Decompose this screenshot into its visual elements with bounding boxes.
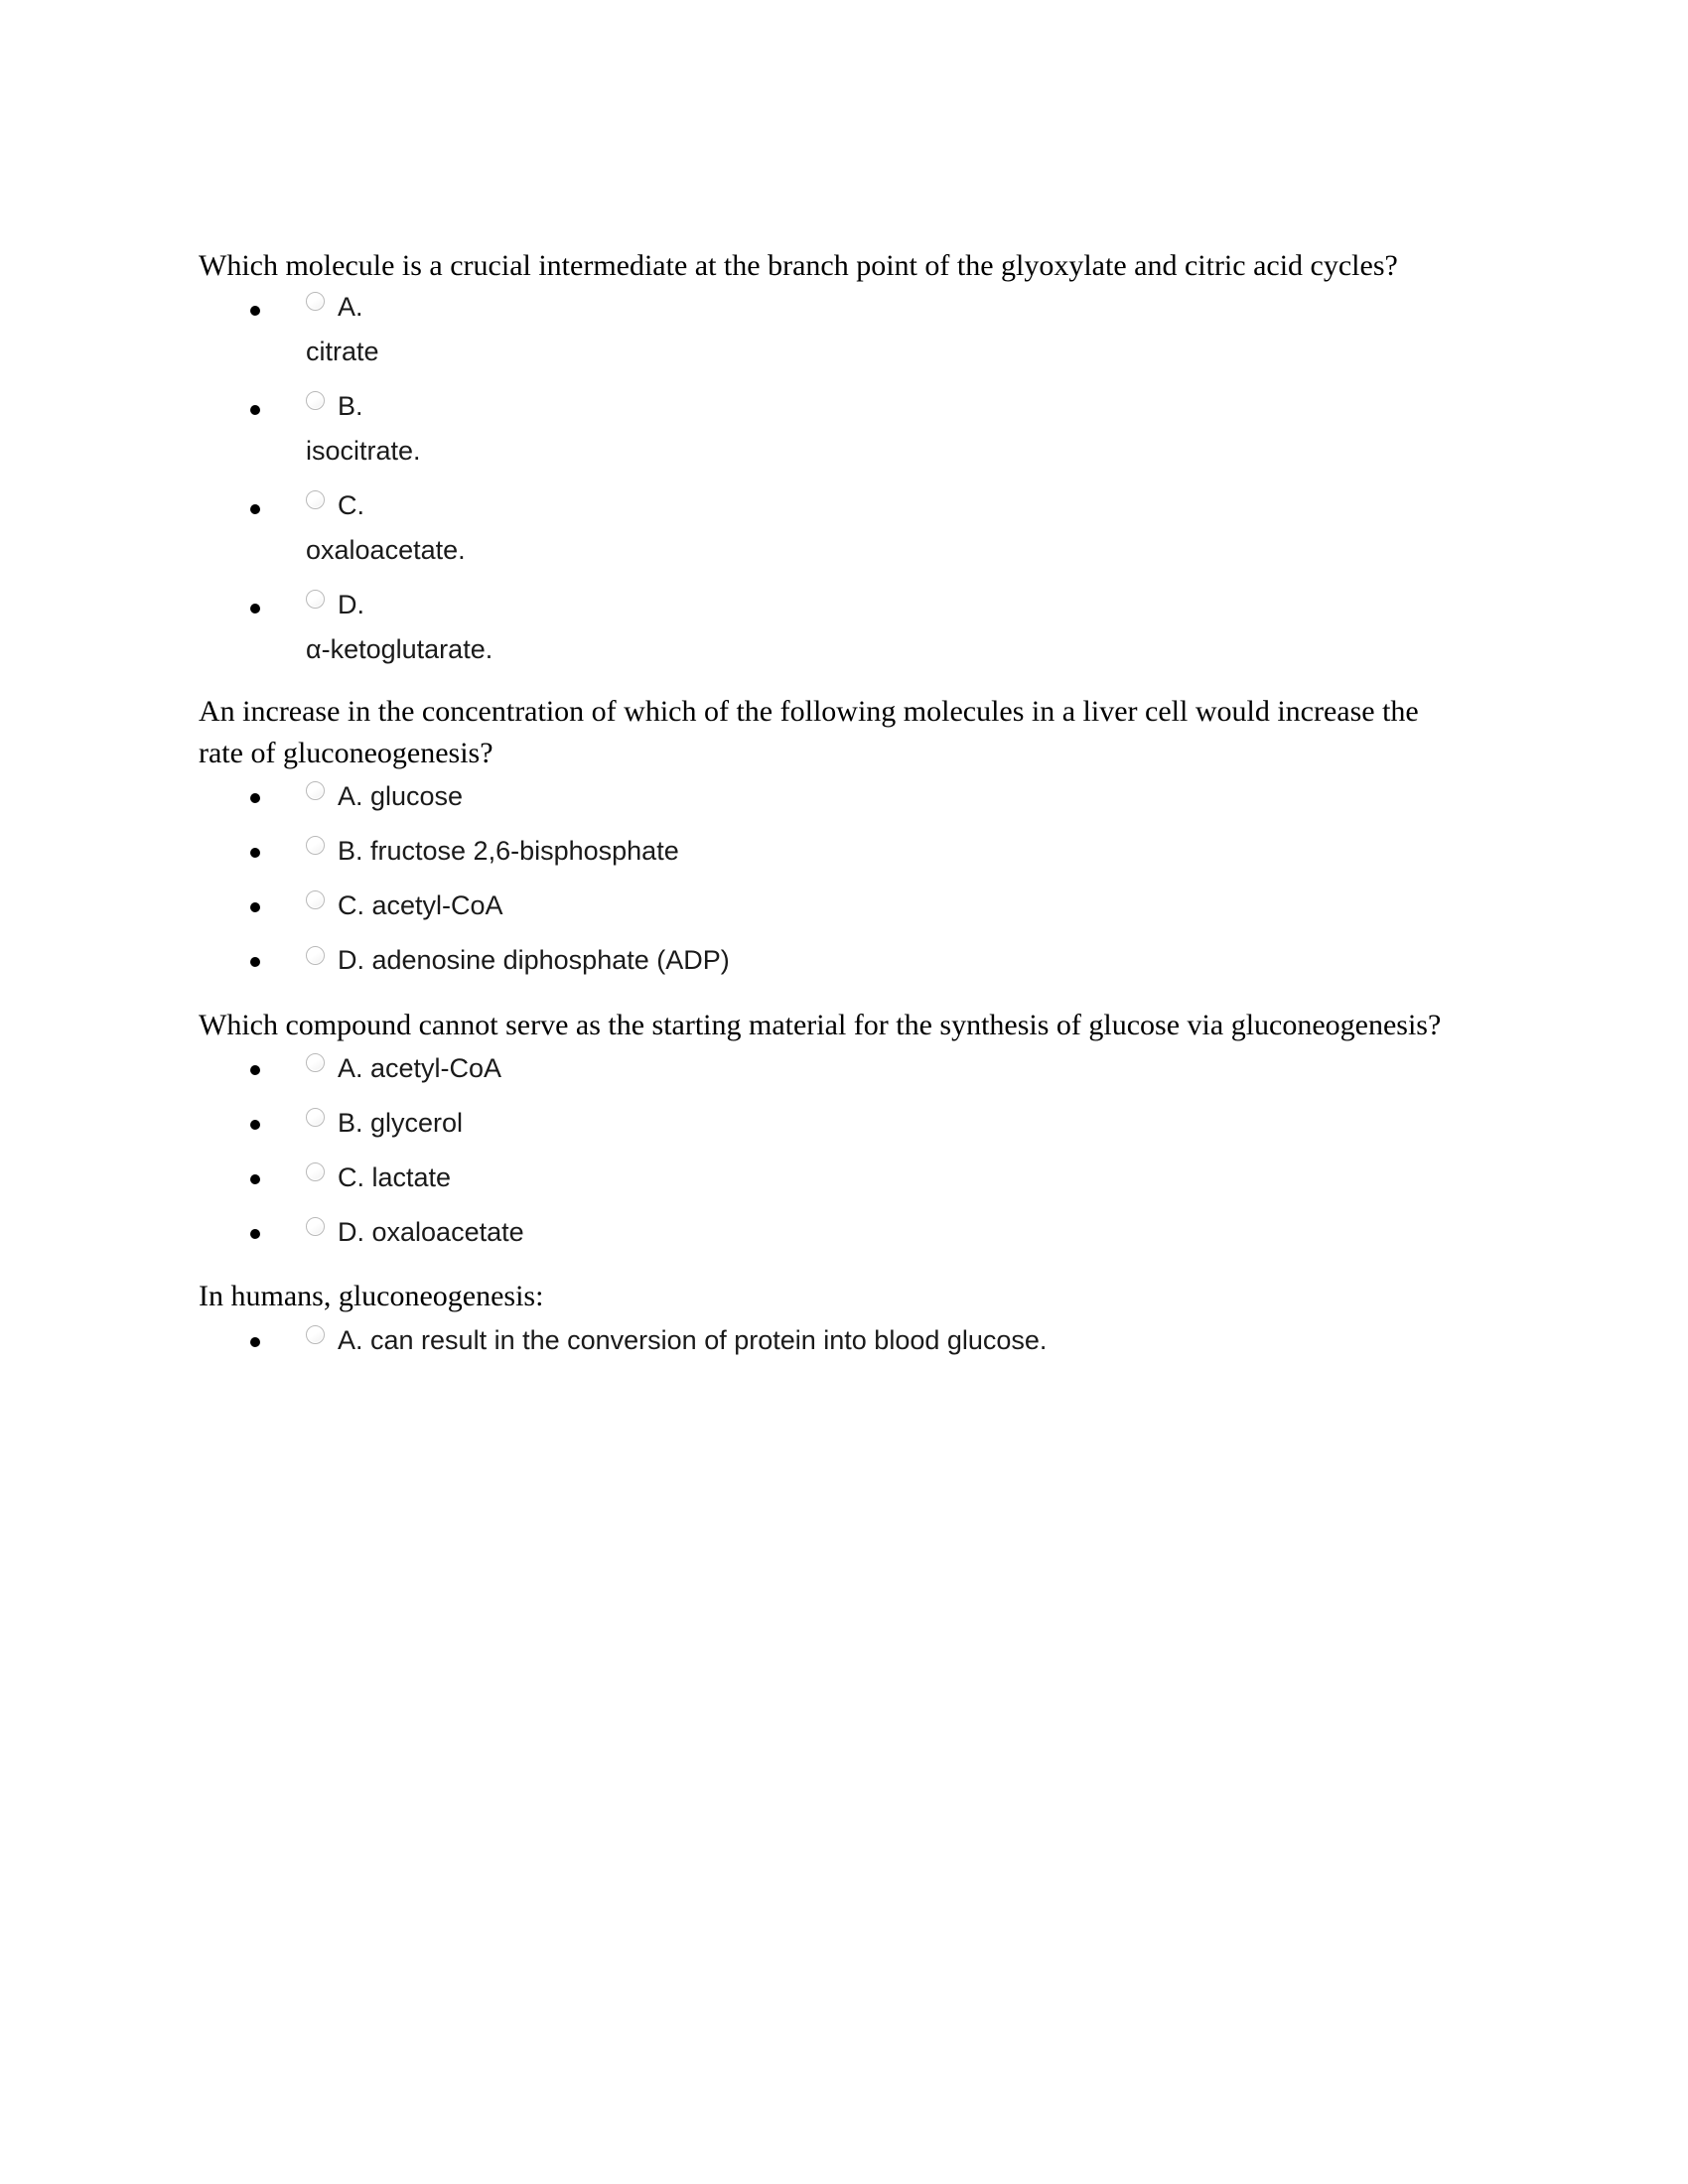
bullet-icon xyxy=(250,957,260,967)
radio-button-icon[interactable] xyxy=(306,890,325,909)
radio-button-icon[interactable] xyxy=(306,292,325,311)
option-label: A. xyxy=(338,292,363,323)
bullet-icon xyxy=(250,405,260,415)
radio-button-icon[interactable] xyxy=(306,946,325,965)
option-item[interactable] xyxy=(199,888,1475,923)
option-list-3 xyxy=(199,1051,1475,1250)
bullet-icon xyxy=(250,902,260,912)
question-block-3 xyxy=(199,1005,1475,1251)
option-item[interactable] xyxy=(199,834,1475,869)
option-item[interactable] xyxy=(199,590,1475,665)
bullet-icon xyxy=(250,1174,260,1184)
radio-button-icon[interactable] xyxy=(306,391,325,410)
option-list-2 xyxy=(199,779,1475,978)
question-text: Which molecule is a crucial intermediate at the branch point of the glyoxylate and citric acid cycles? xyxy=(199,249,1398,282)
option-item[interactable] xyxy=(199,292,1475,367)
option-value: citrate xyxy=(306,337,379,367)
option-item[interactable] xyxy=(199,1051,1475,1086)
option-item[interactable] xyxy=(199,1323,1475,1358)
radio-button-icon[interactable] xyxy=(306,490,325,509)
bullet-icon xyxy=(250,1229,260,1239)
option-label: C. lactate xyxy=(338,1162,452,1193)
option-label: B. glycerol xyxy=(338,1108,464,1139)
option-label: B. xyxy=(338,391,363,422)
option-item[interactable] xyxy=(199,1106,1475,1141)
radio-button-icon[interactable] xyxy=(306,781,325,800)
option-item[interactable] xyxy=(199,391,1475,467)
radio-button-icon[interactable] xyxy=(306,1325,325,1344)
option-value: isocitrate. xyxy=(306,436,421,467)
radio-button-icon[interactable] xyxy=(306,1053,325,1072)
bullet-icon xyxy=(250,604,260,614)
option-label: B. fructose 2,6-bisphosphate xyxy=(338,836,679,867)
option-item[interactable] xyxy=(199,943,1475,978)
option-item[interactable] xyxy=(199,1215,1475,1250)
bullet-icon xyxy=(250,1065,260,1075)
question-text: Which compound cannot serve as the starting material for the synthesis of glucose via gluconeogenesis? xyxy=(199,1008,1442,1041)
option-list-1 xyxy=(199,292,1475,665)
bullet-icon xyxy=(250,504,260,514)
option-label: A. acetyl-CoA xyxy=(338,1052,502,1083)
option-label: D. xyxy=(338,590,364,620)
option-item[interactable] xyxy=(199,1160,1475,1195)
option-item[interactable] xyxy=(199,490,1475,566)
question-text: An increase in the concentration of which of the following molecules in a liver cell would increase the rate of gluconeogenesis? xyxy=(199,695,1419,769)
radio-button-icon[interactable] xyxy=(306,1217,325,1236)
question-block-1 xyxy=(199,245,1475,665)
bullet-icon xyxy=(250,1120,260,1130)
bullet-icon xyxy=(250,848,260,858)
option-label: D. adenosine diphosphate (ADP) xyxy=(338,945,730,976)
bullet-icon xyxy=(250,793,260,803)
radio-button-icon[interactable] xyxy=(306,1162,325,1181)
option-item[interactable] xyxy=(199,779,1475,814)
option-value: α-ketoglutarate. xyxy=(306,634,493,665)
question-block-4 xyxy=(199,1276,1475,1357)
option-label: C. xyxy=(338,490,364,521)
question-text: In humans, gluconeogenesis: xyxy=(199,1280,544,1313)
bullet-icon xyxy=(250,1337,260,1347)
bullet-icon xyxy=(250,306,260,316)
radio-button-icon[interactable] xyxy=(306,1108,325,1127)
option-value: oxaloacetate. xyxy=(306,535,466,566)
question-block-2 xyxy=(199,691,1475,978)
option-label: C. acetyl-CoA xyxy=(338,890,503,921)
option-label: A. glucose xyxy=(338,781,464,812)
radio-button-icon[interactable] xyxy=(306,836,325,855)
option-list-4 xyxy=(199,1323,1475,1358)
option-label: D. oxaloacetate xyxy=(338,1217,524,1248)
option-label: A. can result in the conversion of protein into blood glucose. xyxy=(338,1324,1048,1355)
radio-button-icon[interactable] xyxy=(306,590,325,609)
